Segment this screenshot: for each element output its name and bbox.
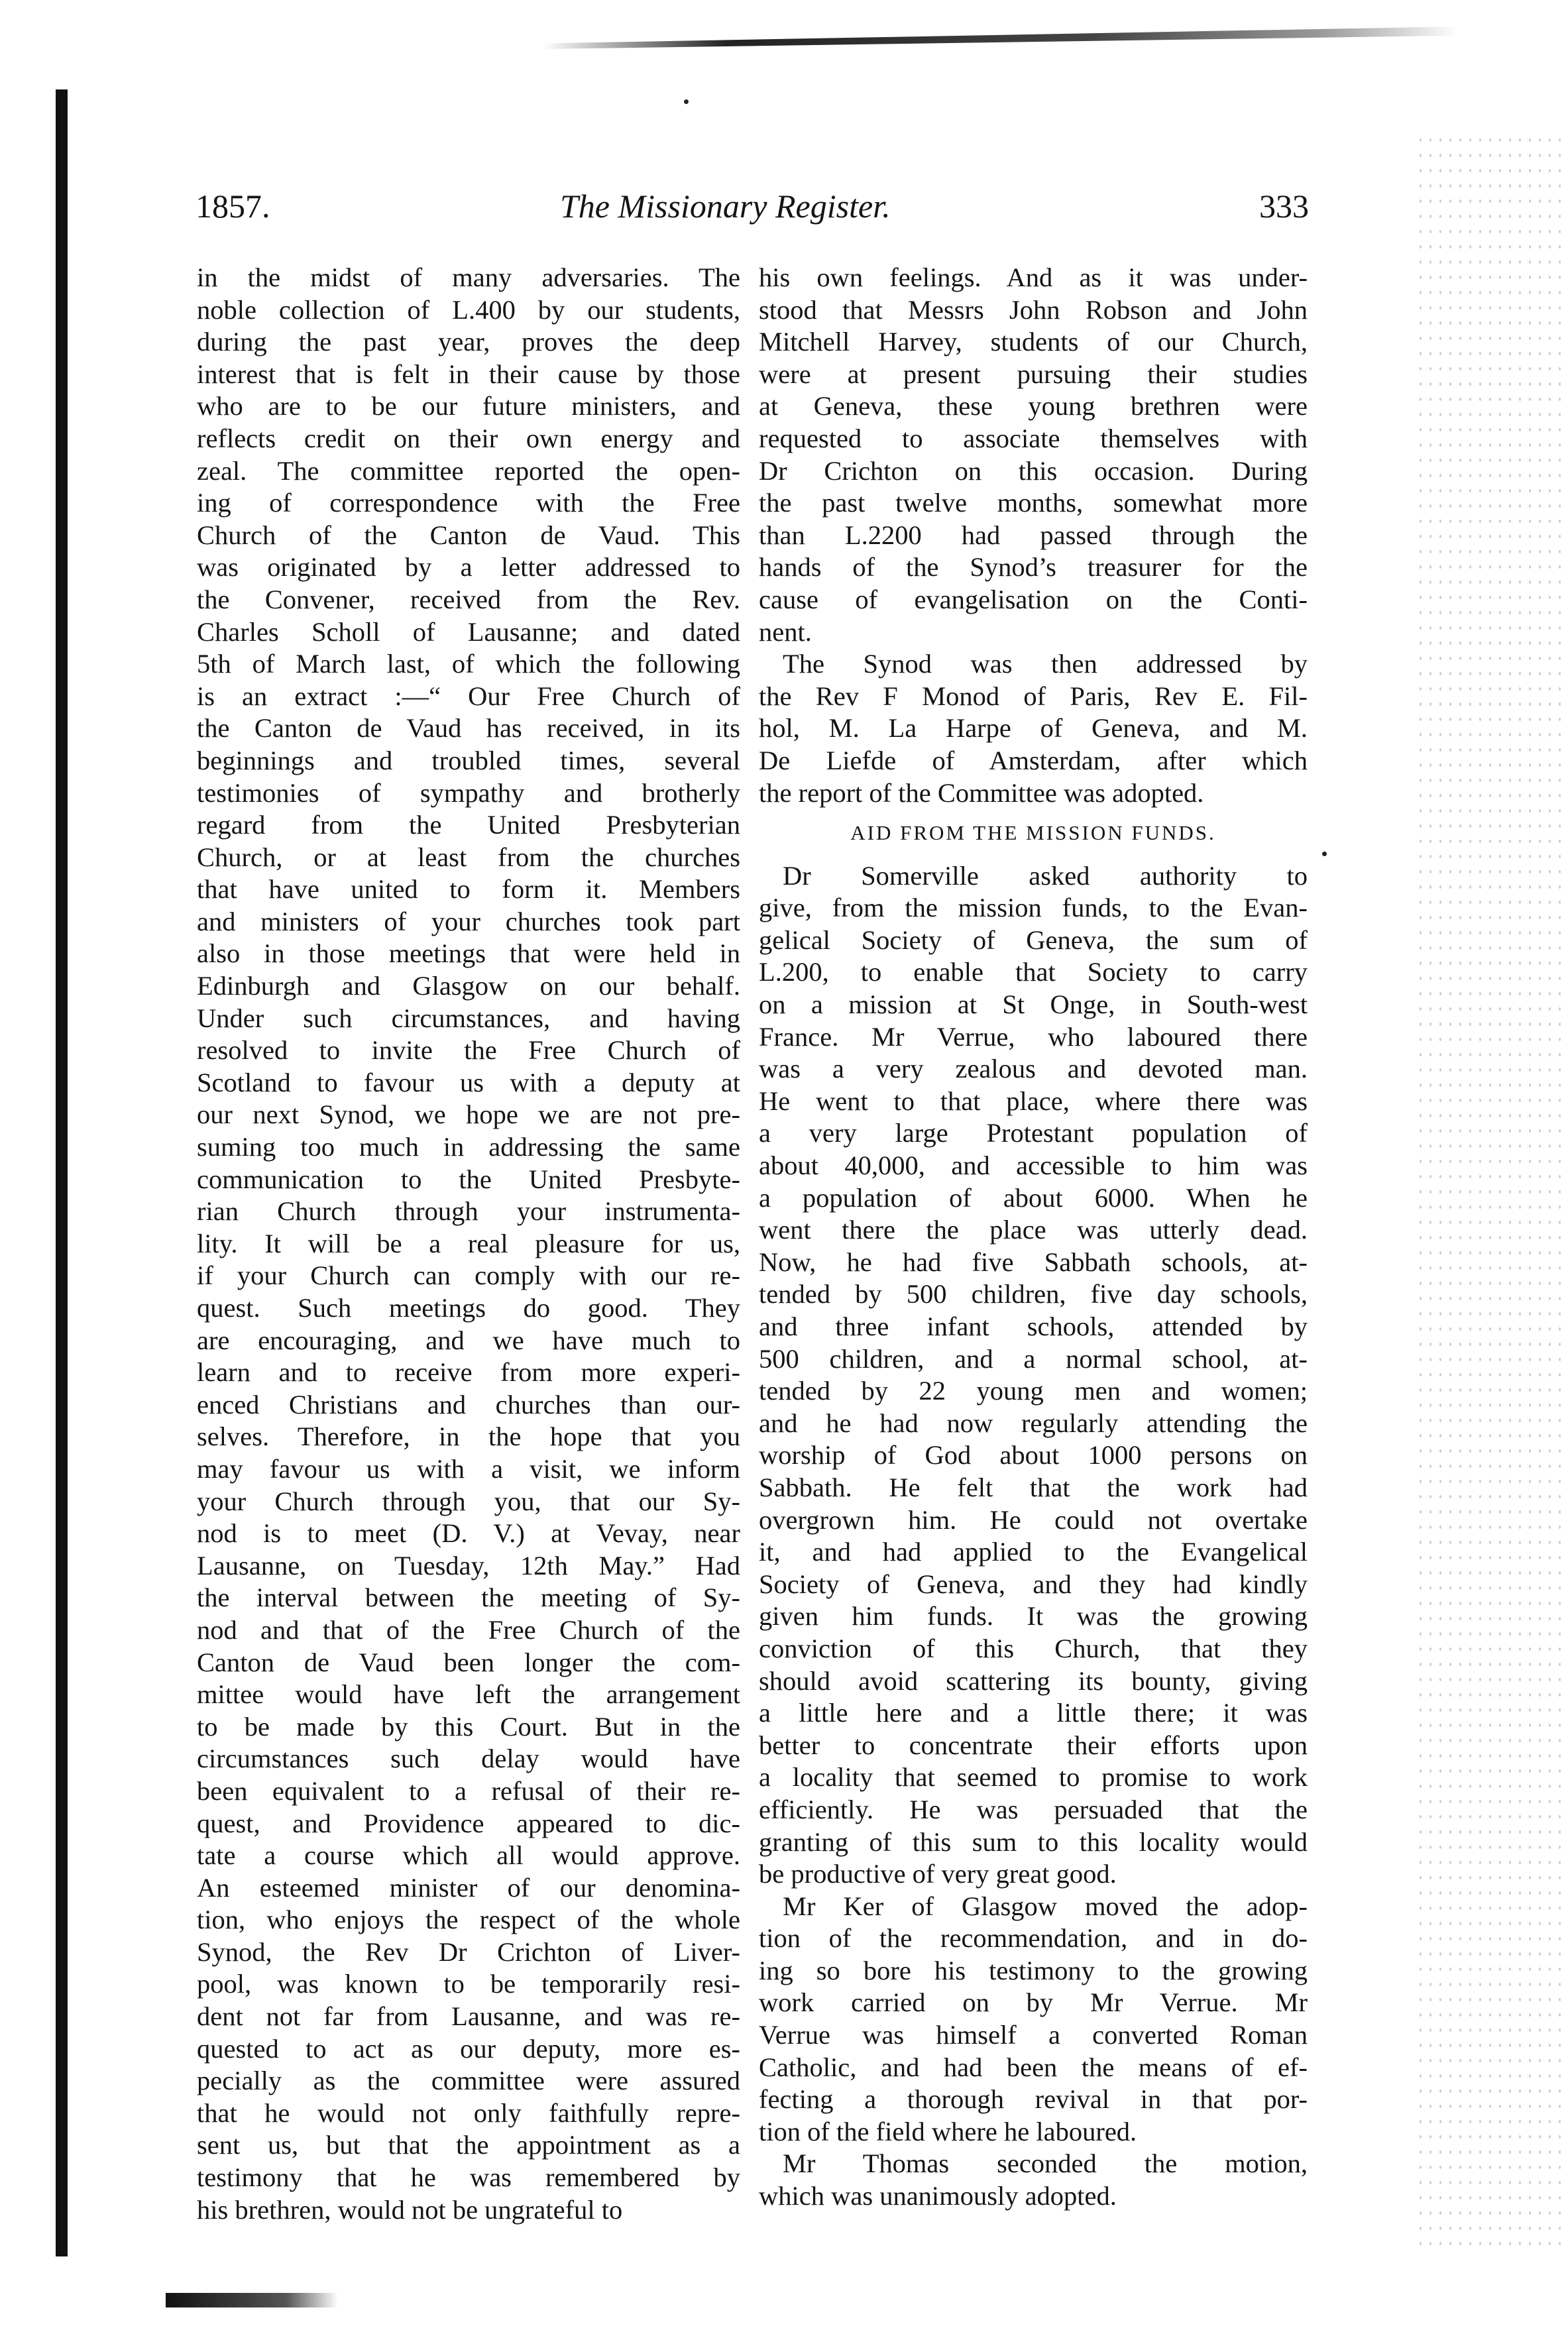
ink-dot xyxy=(684,99,689,104)
text-line: tion of the recommendation, and in do- xyxy=(759,1923,1308,1954)
text-line: Scotland to favour us with a deputy at xyxy=(197,1067,740,1097)
text-line: tended by 22 young men and women; xyxy=(759,1376,1308,1406)
text-line: Verrue was himself a converted Roman xyxy=(759,2020,1308,2050)
text-line: stood that Messrs John Robson and John xyxy=(759,294,1308,325)
text-line: be productive of very great good. xyxy=(759,1859,1117,1889)
text-line: the Convener, received from the Rev. xyxy=(197,584,740,614)
text-line: and he had now regularly attending the xyxy=(759,1408,1308,1438)
text-line: noble collection of L.400 by our students, xyxy=(197,294,740,325)
text-line: should avoid scattering its bounty, giving xyxy=(759,1665,1308,1696)
text-line: rian Church through your instrumenta- xyxy=(197,1196,740,1227)
section-heading: AID FROM THE MISSION FUNDS. xyxy=(850,821,1216,845)
text-line: dent not far from Lausanne, and was re- xyxy=(197,2001,740,2032)
text-line: beginnings and troubled times, several xyxy=(197,745,740,775)
text-line: Charles Scholl of Lausanne; and dated xyxy=(197,616,740,647)
text-line: Synod, the Rev Dr Crichton of Liver- xyxy=(197,1936,740,1967)
right-column xyxy=(759,262,1308,2213)
text-line: Church of the Canton de Vaud. This xyxy=(197,520,740,550)
text-line: requested to associate themselves with xyxy=(759,423,1308,453)
text-line: who are to be our future ministers, and xyxy=(197,391,740,421)
text-line: tended by 500 children, five day schools, xyxy=(759,1279,1308,1309)
text-line: and ministers of your churches took part xyxy=(197,906,740,936)
text-line: Sabbath. He felt that the work had xyxy=(759,1472,1308,1502)
text-line: mittee would have left the arrangement xyxy=(197,1679,740,1710)
ink-dot xyxy=(1322,852,1327,856)
text-line: interest that is felt in their cause by those xyxy=(197,359,740,389)
text-line: a locality that seemed to promise to work xyxy=(759,1762,1308,1793)
text-line: Mr Thomas seconded the motion, xyxy=(783,2148,1308,2179)
text-line: tion of the field where he laboured. xyxy=(759,2116,1137,2146)
text-line: hol, M. La Harpe of Geneva, and M. xyxy=(759,713,1308,744)
text-line: resolved to invite the Free Church of xyxy=(197,1035,740,1066)
text-line: testimony that he was remembered by xyxy=(197,2162,740,2193)
text-line: Lausanne, on Tuesday, 12th May.” Had xyxy=(197,1550,740,1581)
text-line: Mitchell Harvey, students of our Church, xyxy=(759,327,1308,357)
text-line: France. Mr Verrue, who laboured there xyxy=(759,1021,1308,1052)
text-line: went there the place was utterly dead. xyxy=(759,1215,1308,1245)
text-line: circumstances such delay would have xyxy=(197,1744,740,1774)
text-line: reflects credit on their own energy and xyxy=(197,423,740,453)
text-line: the Canton de Vaud has received, in its xyxy=(197,713,740,744)
text-line: gelical Society of Geneva, the sum of xyxy=(759,924,1308,955)
text-line: work carried on by Mr Verrue. Mr xyxy=(759,1987,1308,2018)
text-line: were at present pursuing their studies xyxy=(759,359,1308,389)
text-line: efficiently. He was persuaded that the xyxy=(759,1794,1308,1824)
text-line: selves. Therefore, in the hope that you xyxy=(197,1421,740,1452)
text-line: nod is to meet (D. V.) at Vevay, near xyxy=(197,1518,740,1549)
text-line: and three infant schools, attended by xyxy=(759,1311,1308,1341)
paragraph xyxy=(759,262,1308,648)
header-title: The Missionary Register. xyxy=(560,188,891,225)
text-line: nent. xyxy=(759,616,812,647)
text-line: is an extract :—“ Our Free Church of xyxy=(197,681,740,711)
text-line: The Synod was then addressed by xyxy=(783,649,1308,679)
text-line: a little here and a little there; it was xyxy=(759,1698,1308,1728)
text-line: the interval between the meeting of Sy- xyxy=(197,1582,740,1613)
text-line: in the midst of many adversaries. The xyxy=(197,262,740,292)
scan-smudge-bottom xyxy=(166,2293,338,2307)
text-line: also in those meetings that were held in xyxy=(197,938,740,969)
text-line: cause of evangelisation on the Conti- xyxy=(759,584,1308,614)
text-line: 5th of March last, of which the following xyxy=(197,649,740,679)
text-line: conviction of this Church, that they xyxy=(759,1633,1308,1663)
text-line: about 40,000, and accessible to him was xyxy=(759,1150,1308,1181)
text-line: testimonies of sympathy and brotherly xyxy=(197,777,740,808)
text-line: a population of about 6000. When he xyxy=(759,1182,1308,1213)
paragraph xyxy=(759,2148,1308,2212)
text-line: He went to that place, where there was xyxy=(759,1085,1308,1116)
text-line: the report of the Committee was adopted. xyxy=(759,777,1204,808)
text-line: during the past year, proves the deep xyxy=(197,327,740,357)
text-line: Society of Geneva, and they had kindly xyxy=(759,1569,1308,1599)
text-line: a very large Protestant population of xyxy=(759,1118,1308,1148)
text-line: Church, or at least from the churches xyxy=(197,842,740,872)
text-line: Catholic, and had been the means of ef- xyxy=(759,2052,1308,2082)
text-line: 500 children, and a normal school, at- xyxy=(759,1343,1308,1374)
text-line: his brethren, would not be ungrateful to xyxy=(197,2194,623,2225)
text-line: the past twelve months, somewhat more xyxy=(759,488,1308,518)
text-line: pecially as the committee were assured xyxy=(197,2066,740,2096)
text-line: suming too much in addressing the same xyxy=(197,1132,740,1162)
text-line: ing of correspondence with the Free xyxy=(197,488,740,518)
text-line: quest. Such meetings do good. They xyxy=(197,1293,740,1323)
text-line: quested to act as our deputy, more es- xyxy=(197,2033,740,2064)
text-line: hands of the Synod’s treasurer for the xyxy=(759,552,1308,583)
text-line: Dr Crichton on this occasion. During xyxy=(759,455,1308,486)
text-line: L.200, to enable that Society to carry xyxy=(759,957,1308,987)
text-line: De Liefde of Amsterdam, after which xyxy=(759,745,1308,775)
text-line: learn and to receive from more experi- xyxy=(197,1357,740,1388)
text-line: zeal. The committee reported the open- xyxy=(197,455,740,486)
scan-speckle-margin xyxy=(1416,133,1568,2253)
header-year: 1857. xyxy=(196,188,270,225)
text-line: Under such circumstances, and having xyxy=(197,1003,740,1033)
text-line: better to concentrate their efforts upon xyxy=(759,1730,1308,1760)
text-line: our next Synod, we hope we are not pre- xyxy=(197,1099,740,1130)
text-line: that he would not only faithfully repre- xyxy=(197,2097,740,2128)
text-line: nod and that of the Free Church of the xyxy=(197,1614,740,1645)
text-line: was a very zealous and devoted man. xyxy=(759,1054,1308,1084)
text-line: sent us, but that the appointment as a xyxy=(197,2130,740,2160)
text-line: ing so bore his testimony to the growing xyxy=(759,1955,1308,1985)
text-line: An esteemed minister of our denomina- xyxy=(197,1872,740,1903)
text-line: which was unanimously adopted. xyxy=(759,2181,1117,2211)
text-line: the Rev F Monod of Paris, Rev E. Fil- xyxy=(759,681,1308,711)
text-line: pool, was known to be temporarily resi- xyxy=(197,1969,740,1999)
text-line: that have united to form it. Members xyxy=(197,874,740,905)
text-line: communication to the United Presbyte- xyxy=(197,1164,740,1194)
text-line: tion, who enjoys the respect of the whole xyxy=(197,1905,740,1935)
text-line: given him funds. It was the growing xyxy=(759,1601,1308,1632)
text-line: Canton de Vaud been longer the com- xyxy=(197,1647,740,1677)
text-line: it, and had applied to the Evangelical xyxy=(759,1537,1308,1567)
text-line: at Geneva, these young brethren were xyxy=(759,391,1308,421)
text-line: give, from the mission funds, to the Evan- xyxy=(759,893,1308,923)
text-line: his own feelings. And as it was under- xyxy=(759,262,1308,292)
text-line: Mr Ker of Glasgow moved the adop- xyxy=(783,1891,1308,1921)
text-line: than L.2200 had passed through the xyxy=(759,520,1308,550)
text-line: tate a course which all would approve. xyxy=(197,1840,740,1871)
text-line: on a mission at St Onge, in South-west xyxy=(759,989,1308,1020)
text-line: fecting a thorough revival in that por- xyxy=(759,2084,1308,2115)
text-line: granting of this sum to this locality would xyxy=(759,1826,1308,1857)
left-column xyxy=(197,262,740,2226)
text-line: lity. It will be a real pleasure for us, xyxy=(197,1228,740,1258)
text-line: your Church through you, that our Sy- xyxy=(197,1486,740,1516)
scan-binding-edge xyxy=(56,89,68,2256)
paragraph xyxy=(759,1891,1308,2148)
paragraph xyxy=(759,648,1308,809)
text-line: Dr Somerville asked authority to xyxy=(783,860,1308,891)
text-line: regard from the United Presbyterian xyxy=(197,810,740,840)
text-line: are encouraging, and we have much to xyxy=(197,1325,740,1355)
running-header xyxy=(196,187,1322,240)
text-line: overgrown him. He could not overtake xyxy=(759,1504,1308,1535)
text-line: been equivalent to a refusal of their re- xyxy=(197,1775,740,1806)
text-line: enced Christians and churches than our- xyxy=(197,1389,740,1419)
text-line: Now, he had five Sabbath schools, at- xyxy=(759,1247,1308,1277)
paragraph xyxy=(759,860,1308,1891)
text-line: to be made by this Court. But in the xyxy=(197,1711,740,1742)
text-line: may favour us with a visit, we inform xyxy=(197,1453,740,1484)
page-number: 333 xyxy=(1259,188,1309,225)
scan-smudge-top xyxy=(543,27,1458,49)
text-line: quest, and Providence appeared to dic- xyxy=(197,1808,740,1838)
text-line: was originated by a letter addressed to xyxy=(197,552,740,583)
text-line: Edinburgh and Glasgow on our behalf. xyxy=(197,971,740,1001)
text-line: worship of God about 1000 persons on xyxy=(759,1440,1308,1471)
text-line: if your Church can comply with our re- xyxy=(197,1260,740,1291)
